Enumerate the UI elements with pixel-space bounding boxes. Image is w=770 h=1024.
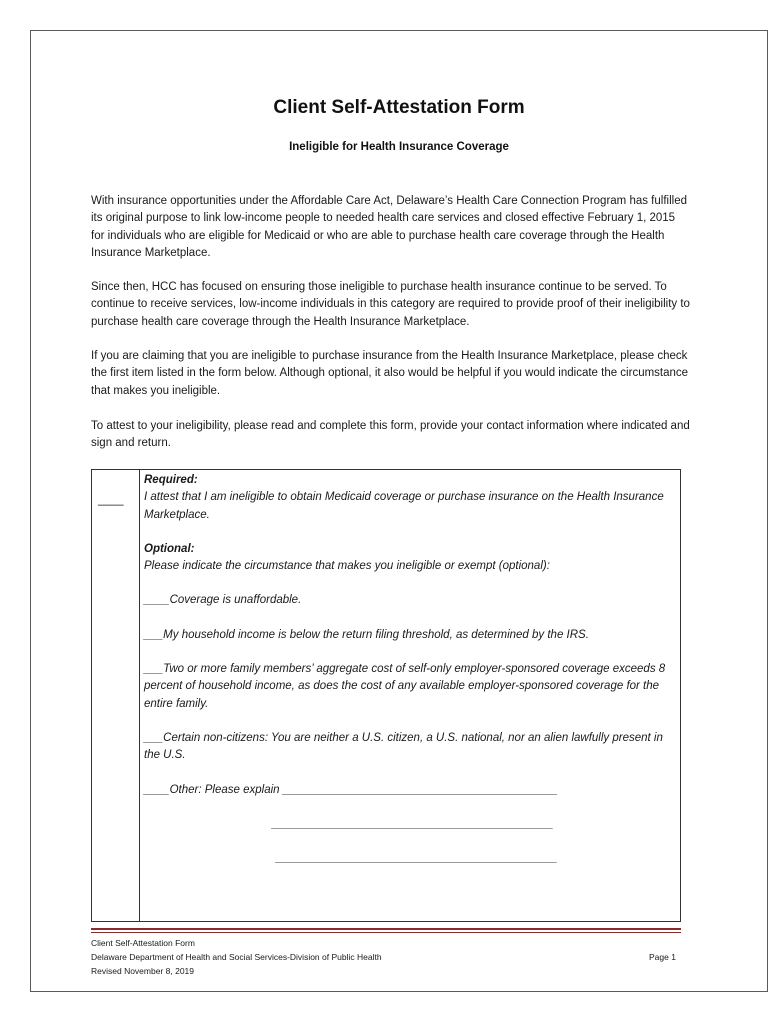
footer-page-number: Page 1 <box>649 952 676 962</box>
footer-rule-thick <box>91 928 681 930</box>
page-subtitle: Ineligible for Health Insurance Coverage <box>289 141 509 153</box>
intro-paragraph: With insurance opportunities under the Affordable Care Act, Delaware’s Health Care Connection Program has fulfilled its original purpose to link low-income people to needed health care services and closed effective February 1, 2015 for individuals who are eligible for Medicaid or who are able to purchase health care coverage through the Health Insurance Marketplace. <box>91 195 687 259</box>
attest-paragraph: To attest to your ineligibility, please read and complete this form, provide your contact information where indicated and sign and return. <box>91 420 690 450</box>
option-income-threshold[interactable]: ___My household income is below the return filing threshold, as determined by the IRS. <box>144 628 589 641</box>
option-family-cost[interactable]: ___Two or more family members’ aggregate cost of self-only employer-sponsored coverage exceeds 8 percent of household income, as does the cost of any available employer-sponsored coverage for the entire family. <box>144 663 666 710</box>
footer-revised-date: Revised November 8, 2019 <box>91 966 195 976</box>
option-unaffordable[interactable]: ____Coverage is unaffordable. <box>144 594 302 607</box>
option-other[interactable]: ____Other: Please explain ___________________________________________ <box>144 783 558 796</box>
required-statement: I attest that I am ineligible to obtain Medicaid coverage or purchase insurance on the Health Insurance Marketplace. <box>144 491 664 521</box>
footer-rule-thin <box>91 932 681 933</box>
footer-department: Delaware Department of Health and Social Services-Division of Public Health <box>91 952 382 962</box>
optional-intro: Please indicate the circumstance that makes you ineligible or exempt (optional): <box>144 560 550 573</box>
form-content <box>144 472 676 867</box>
required-checkbox-blank[interactable]: ____ <box>98 494 124 506</box>
instructions-paragraph: If you are claiming that you are ineligible to purchase insurance from the Health Insurance Marketplace, please check the first item listed in the form below. Although optional, it also would be helpful if you would indicate the circumstance that makes you ineligible. <box>91 350 689 397</box>
optional-label: Optional: <box>144 542 195 555</box>
required-label: Required: <box>144 474 198 486</box>
page-title: Client Self-Attestation Form <box>273 97 525 118</box>
document-page <box>30 30 768 992</box>
attestation-form-box <box>91 469 681 922</box>
form-column-divider <box>139 470 140 921</box>
option-non-citizen[interactable]: ___Certain non-citizens: You are neither a U.S. citizen, a U.S. national, nor an alien lawfully present in the U.S. <box>144 731 663 762</box>
hcc-paragraph: Since then, HCC has focused on ensuring those ineligible to purchase health insurance continue to be served. To continue to receive services, low-income individuals in this category are required to provide proof of their ineligibility to purchase health care coverage through the Health Insurance Marketplace. <box>91 281 690 328</box>
explain-line-1[interactable]: ____________________________________________ <box>272 817 554 830</box>
footer-form-name: Client Self-Attestation Form <box>91 938 195 948</box>
explain-line-2[interactable]: ____________________________________________ <box>276 852 558 865</box>
